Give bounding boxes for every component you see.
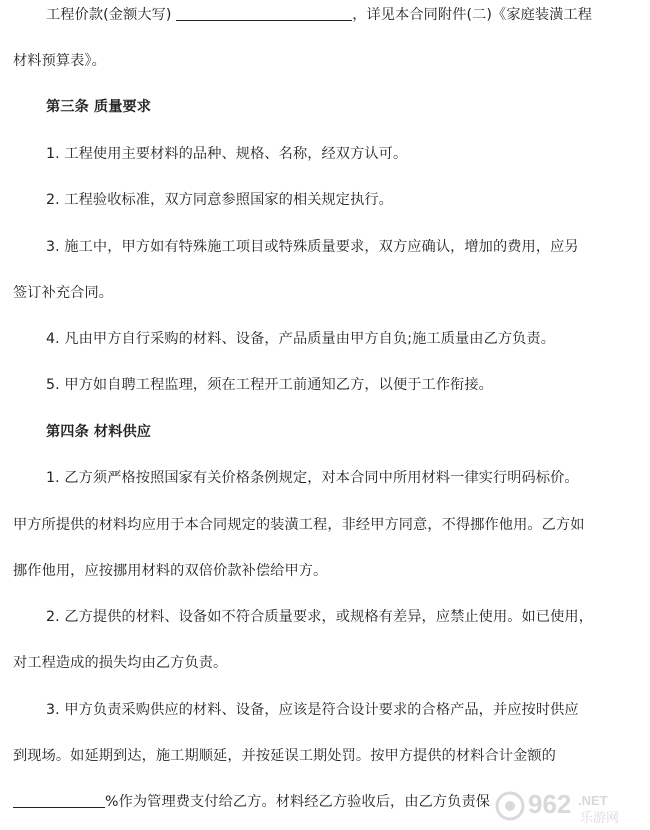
- section-heading: 第四条 材料供应: [46, 424, 152, 440]
- watermark-number: 962: [528, 789, 572, 819]
- paragraph-line: %作为管理费支付给乙方。材料经乙方验收后，由乙方负责保: [13, 793, 490, 811]
- paragraph-line: 2. 乙方提供的材料、设备如不符合质量要求，或规格有差异，应禁止使用。如已使用，: [46, 609, 593, 625]
- paragraph-line: 1. 乙方须严格按照国家有关价格条例规定，对本合同中所用材料一律实行明码标价。: [46, 470, 579, 486]
- watermark-brand-name: 乐游网: [580, 811, 620, 826]
- paragraph-line: 1. 工程使用主要材料的品种、规格、名称，经双方认可。: [46, 146, 408, 162]
- paragraph-line: 3. 甲方负责采购供应的材料、设备，应该是符合设计要求的合格产品，并应按时供应: [46, 702, 579, 718]
- paragraph-line: 材料预算表》。: [13, 53, 106, 69]
- price-blank-field: [176, 6, 352, 21]
- paragraph-line: 2. 工程验收标准，双方同意参照国家的相关规定执行。: [46, 192, 393, 208]
- paragraph-line: 挪作他用，应按挪用材料的双倍价款补偿给甲方。: [13, 563, 328, 579]
- watermark-suffix: .NET: [578, 793, 608, 808]
- section-heading: 第三条 质量要求: [46, 99, 152, 115]
- paragraph-line: 对工程造成的损失均由乙方负责。: [13, 655, 228, 671]
- paragraph-line: 5. 甲方如自聘工程监理，须在工程开工前通知乙方，以便于工作衔接。: [46, 377, 493, 393]
- paragraph-line: 4. 凡由甲方自行采购的材料、设备，产品质量由甲方自负;施工质量由乙方负责。: [46, 331, 556, 347]
- paragraph-line: 3. 施工中，甲方如有特殊施工项目或特殊质量要求，双方应确认，增加的费用，应另: [46, 239, 579, 255]
- paragraph-line: 工程价款(金额大写) ，详见本合同附件(二)《家庭装潢工程: [46, 7, 593, 23]
- percent-blank-field: [13, 793, 105, 808]
- paragraph-line: 甲方所提供的材料均应用于本合同规定的装潢工程，非经甲方同意，不得挪作他用。乙方如: [13, 517, 585, 533]
- paragraph-line: 签订补充合同。: [13, 285, 114, 301]
- paragraph-line: 到现场。如延期到达，施工期顺延，并按延误工期处罚。按甲方提供的材料合计金额的: [13, 748, 556, 764]
